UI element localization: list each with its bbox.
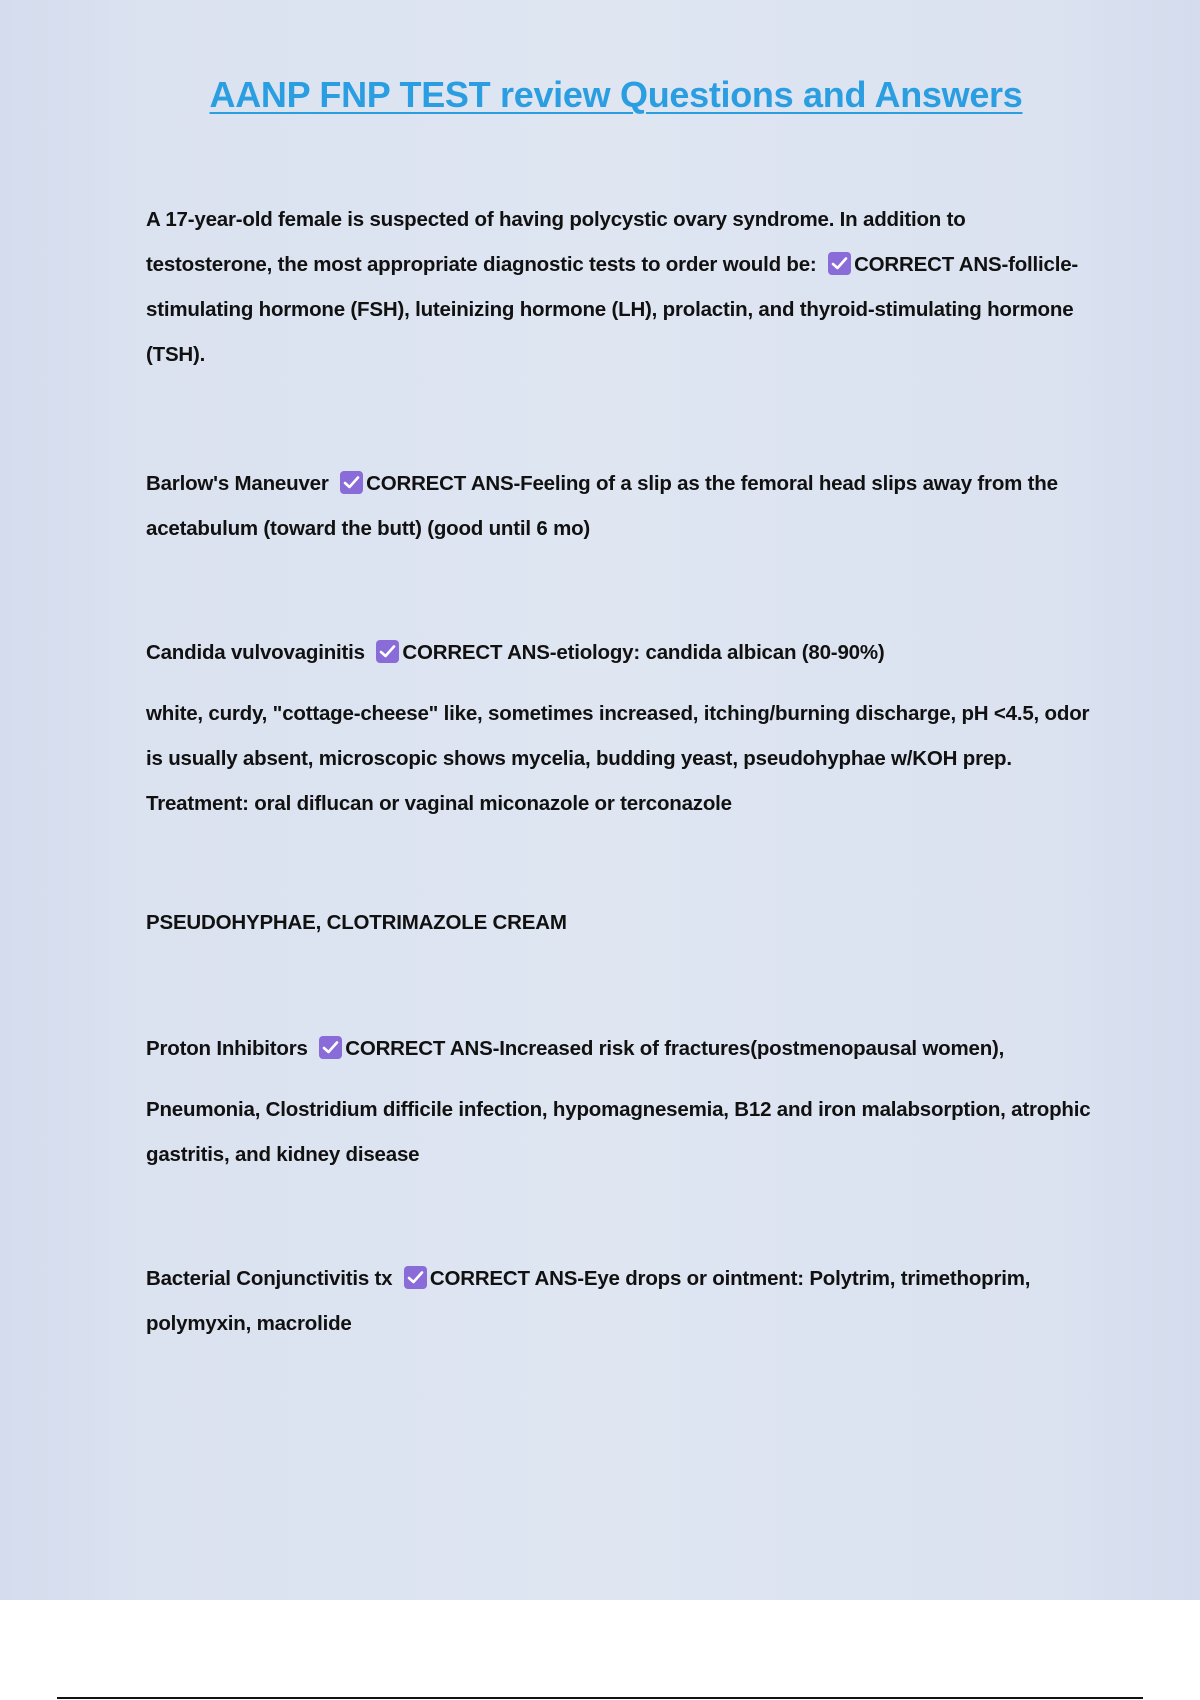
check-box-icon bbox=[376, 640, 399, 663]
answer-text: CORRECT ANS-Eye drops or ointment: Polytrim, trimethoprim, polymyxin, macrolide bbox=[146, 1267, 1031, 1335]
question-text: Barlow's Maneuver bbox=[146, 472, 335, 495]
footer-divider bbox=[57, 1697, 1143, 1699]
answer-continuation: Pneumonia, Clostridium difficile infection, hypomagnesemia, B12 and iron malabsorption, atrophic gastritis, and kidney disease bbox=[146, 1098, 1091, 1166]
check-box-icon bbox=[404, 1266, 427, 1289]
check-box-icon bbox=[828, 252, 851, 275]
question-text: Proton Inhibitors bbox=[146, 1037, 314, 1060]
answer-continuation: white, curdy, "cottage-cheese" like, sometimes increased, itching/burning discharge, pH <4.5, odor is usually absent, microscopic shows mycelia, budding yeast, pseudohyphae w/KOH prep. Treatment: oral diflucan or vaginal miconazole or terconazole bbox=[146, 702, 1090, 815]
check-box-icon bbox=[319, 1036, 342, 1059]
question-text: A 17-year-old female is suspected of having polycystic ovary syndrome. In addition to testosterone, the most appropriate diagnostic tests to order would be: bbox=[146, 208, 966, 276]
qa-item bbox=[146, 461, 1096, 551]
page-title: AANP FNP TEST review Questions and Answers bbox=[209, 74, 1023, 115]
answer-text: CORRECT ANS-follicle-stimulating hormone (FSH), luteinizing hormone (LH), prolactin, and thyroid-stimulating hormone (TSH). bbox=[146, 253, 1079, 366]
qa-item bbox=[146, 1026, 1096, 1071]
answer-continuation: PSEUDOHYPHAE, CLOTRIMAZOLE CREAM bbox=[146, 911, 567, 934]
question-text: Bacterial Conjunctivitis tx bbox=[146, 1267, 398, 1290]
qa-item bbox=[146, 197, 1096, 377]
answer-text: CORRECT ANS-Feeling of a slip as the femoral head slips away from the acetabulum (toward the butt) (good until 6 mo) bbox=[146, 472, 1058, 540]
answer-text: CORRECT ANS-Increased risk of fractures(postmenopausal women), bbox=[345, 1037, 1005, 1060]
check-box-icon bbox=[340, 471, 363, 494]
answer-text: CORRECT ANS-etiology: candida albican (80-90%) bbox=[402, 641, 885, 664]
qa-item bbox=[146, 630, 1096, 675]
question-text: Candida vulvovaginitis bbox=[146, 641, 371, 664]
qa-item bbox=[146, 1256, 1096, 1346]
